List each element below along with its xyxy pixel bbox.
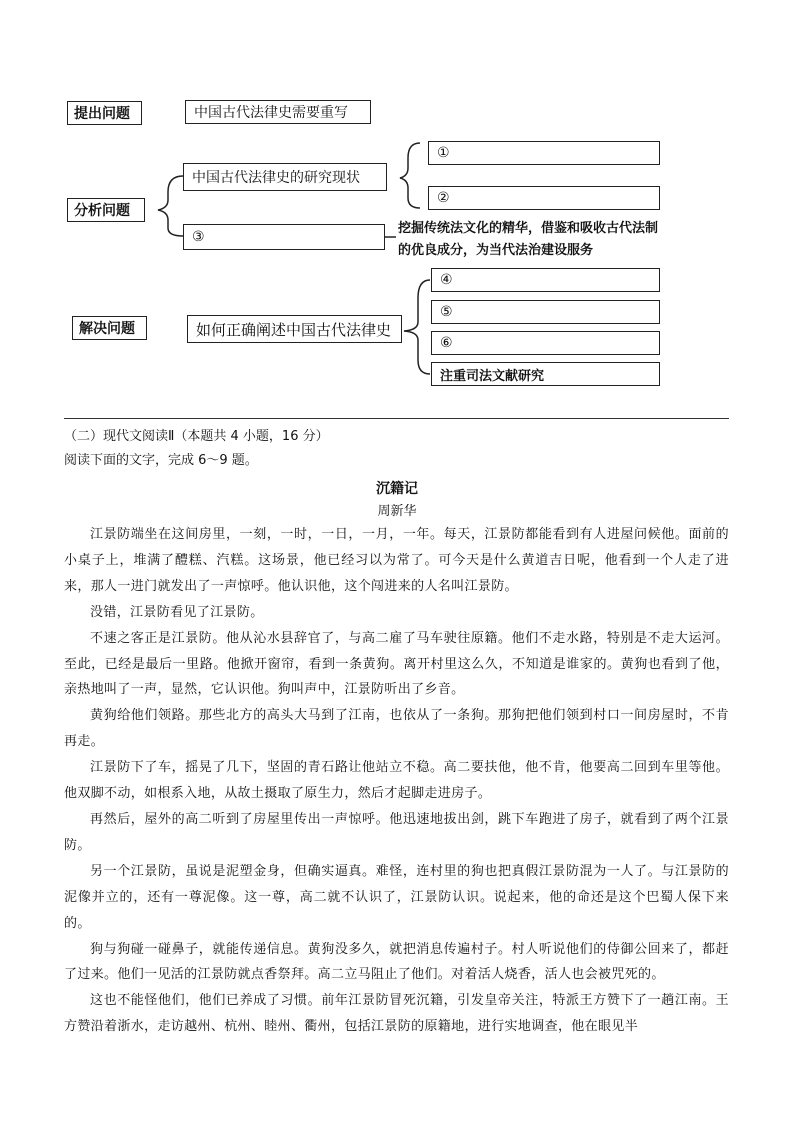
blank-6-box: ⑥ — [431, 331, 660, 355]
section-divider — [64, 418, 729, 419]
paragraph: 不速之客正是江景防。他从沁水县辞官了，与高二雇了马车驶往原籍。他们不走水路，特别是不走大运河。至此，已经是最后一里路。他掀开窗帘，看到一条黄狗。离开村里这么久，不知道是谁家的。黄狗也看到了他，亲热地叫了一声，显然，它认识他。狗叫声中，江景防听出了乡音。 — [64, 630, 729, 698]
paragraph: 没错，江景防看见了江景防。 — [90, 604, 264, 620]
paragraph: 江景防端坐在这间房里，一刻，一时，一日，一月，一年。每天，江景防都能看到有人进屋问候他。面前的小桌子上，堆满了醴糕、汽糕。这场景，他已经习以为常了。可今天是什么黄道吉日呢，他看到一个人走了进来，那人一进门就发出了一声惊呼。他认识他，这个闯进来的人名叫江景防。 — [64, 527, 729, 594]
analyze-result-text: 挖掘传统法文化的精华，借鉴和吸收古代法制的优良成分，为当代法治建设服务 — [398, 221, 659, 258]
paragraph: 黄狗给他们领路。那些北方的高头大马到了江南，也依从了一条狗。那狗把他们领到村口一间房屋时，不肯再走。 — [64, 708, 729, 750]
paragraph: 再然后，屋外的高二听到了房屋里传出一声惊呼。他迅速地拔出剑，跳下车跑进了房子，就看到了两个江景防。 — [64, 811, 729, 853]
paragraph: 另一个江景防，虽说是泥塑金身，但确实逼真。难怪，连村里的狗也把真假江景防混为一人了。与江景防的泥像并立的，还有一尊泥像。这一尊，高二就不认识了，江景防认识。说起来，他的命还是这个巴蜀人保下来的。 — [64, 863, 729, 931]
current-brace — [400, 143, 420, 208]
solve-question-content: 如何正确阐述中国古代法律史 — [187, 315, 402, 343]
paragraph: 狗与狗碰一碰鼻子，就能传递信息。黄狗没多久，就把消息传遍村子。村人听说他们的侍御公回来了，都赶了过来。他们一见活的江景防就点香祭拜。高二立马阻止了他们。对着活人烧香，活人也会被咒死的。 — [64, 941, 729, 983]
article-title: 沉籍记 — [376, 481, 418, 497]
article-body — [64, 522, 729, 1040]
paragraph: 江景防下了车，摇晃了几下，坚固的青石路让他站立不稳。高二要扶他，他不肯，他要高二回到车里等他。他双脚不动，如根系入地，从故土摄取了原生力，然后才起脚走进房子。 — [64, 760, 729, 802]
raise-question-label: 提出问题 — [67, 101, 142, 125]
solve-question-label: 解决问题 — [72, 316, 147, 340]
section-heading: （二）现代文阅读Ⅱ（本题共 4 小题，16 分） — [64, 429, 329, 444]
blank-4-box: ④ — [431, 268, 660, 292]
solve-brace — [404, 280, 430, 374]
blank-5-box: ⑤ — [431, 300, 660, 324]
blank-1-box: ① — [428, 141, 660, 165]
article-author: 周新华 — [377, 504, 417, 519]
blank-3-box: ③ — [183, 224, 385, 250]
judicial-docs-box: 注重司法文献研究 — [431, 362, 660, 386]
section-instruction: 阅读下面的文字，完成 6～9 题。 — [64, 453, 258, 468]
blank-2-box: ② — [428, 186, 660, 210]
raise-question-content: 中国古代法律史需要重写 — [185, 100, 371, 124]
analyze-brace — [158, 176, 183, 236]
research-status-box: 中国古代法律史的研究现状 — [183, 163, 387, 191]
paragraph: 这也不能怪他们，他们已养成了习惯。前年江景防冒死沉籍，引发皇帝关注，特派王方赞下了一趟江南。王方赞沿着浙水，走访越州、杭州、睦州、衢州，包括江景防的原籍地，进行实地调查，他在眼见半 — [64, 993, 729, 1035]
analyze-question-label: 分析问题 — [67, 198, 145, 222]
